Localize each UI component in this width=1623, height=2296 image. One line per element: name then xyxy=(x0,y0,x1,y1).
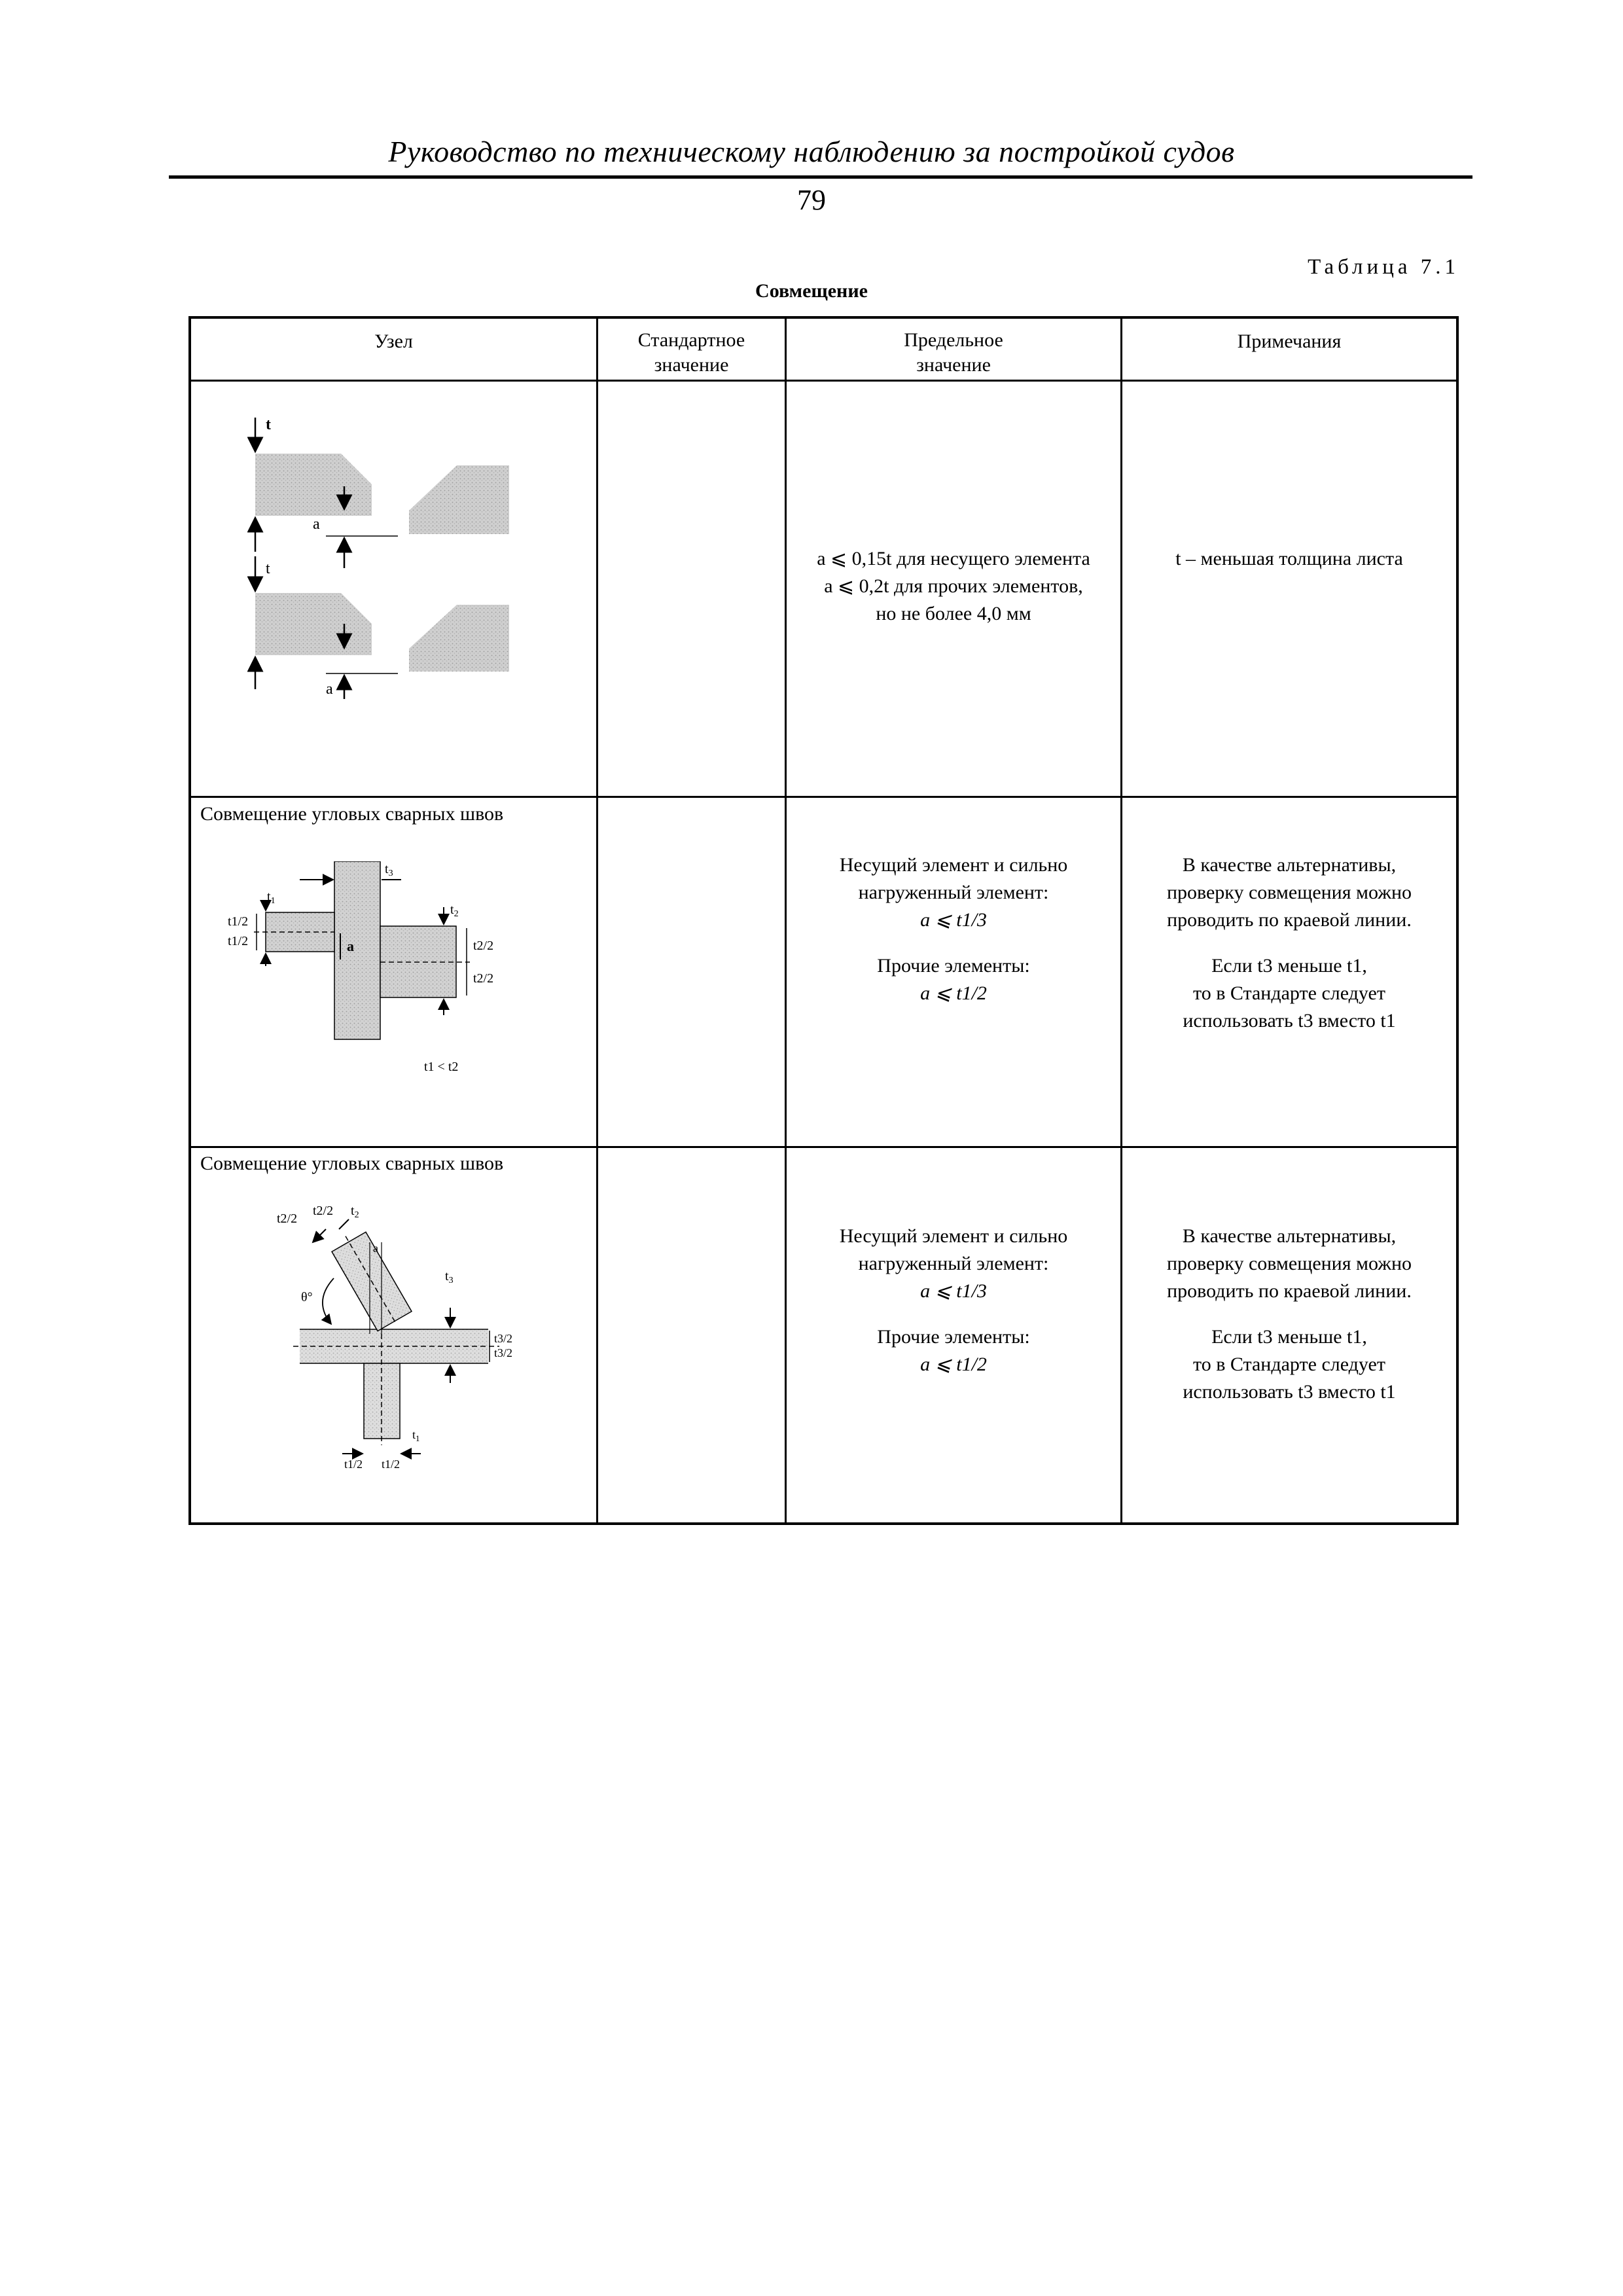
label-a-upper: a xyxy=(313,516,320,533)
row1-limit-line1: a ⩽ 0,15t для несущего элемента xyxy=(817,548,1090,569)
header-rule xyxy=(169,175,1472,179)
table-title: Совмещение xyxy=(755,280,868,302)
row2-limit-line3: a ⩽ t1/3 xyxy=(920,909,987,931)
plate-left-upper xyxy=(255,454,372,516)
row2-limit xyxy=(787,852,1120,1007)
figure-edge-offset xyxy=(247,411,535,778)
label-t3-half-top: t3/2 xyxy=(494,1332,513,1345)
plate-vertical-t3 xyxy=(334,861,380,1039)
label-theta: θ° xyxy=(301,1290,313,1304)
label-t2-half-bottom: t2/2 xyxy=(473,971,494,986)
row3-notes-line2: проверку совмещения можно xyxy=(1166,1253,1412,1274)
col-header-limit xyxy=(787,328,1120,378)
plate-left-lower xyxy=(255,593,372,655)
row1-limit xyxy=(787,545,1120,628)
row3-notes-line6: использовать t3 вместо t1 xyxy=(1183,1381,1396,1403)
col-header-standard xyxy=(598,328,785,378)
row1-limit-line2: a ⩽ 0,2t для прочих элементов, xyxy=(824,575,1083,597)
label-t3: $t_3$ xyxy=(385,862,393,878)
col-header-node: Узел xyxy=(374,331,413,352)
row3-notes-line1: В качестве альтернативы, xyxy=(1182,1225,1397,1247)
col-header-standard-text: Стандартное значение xyxy=(637,329,745,376)
table-number: Таблица 7.1 xyxy=(1308,255,1459,279)
plate-vertical-t1 xyxy=(364,1363,400,1439)
label-a: a xyxy=(373,1242,378,1255)
label-t2: $t_2$ xyxy=(351,1204,359,1220)
row2-limit-line5: a ⩽ t1/2 xyxy=(920,982,987,1004)
label-t2-half-top: t2/2 xyxy=(473,939,494,953)
row2-notes-line5: то в Стандарте следует xyxy=(1193,982,1385,1004)
row3-limit-line1: Несущий элемент и сильно xyxy=(839,1225,1068,1247)
figure-cruciform-joint xyxy=(228,861,529,1097)
label-t2: $t_2$ xyxy=(450,903,459,919)
row1-limit-line3: но не более 4,0 мм xyxy=(876,603,1031,624)
alignment-table xyxy=(188,316,1459,1525)
row3-limit-line5: a ⩽ t1/2 xyxy=(920,1354,987,1375)
figure-inclined-joint xyxy=(274,1203,535,1471)
label-a-lower: a xyxy=(326,681,333,698)
row2-notes xyxy=(1122,852,1456,1035)
label-t1: $t_1$ xyxy=(412,1428,420,1443)
row3-notes-line5: то в Стандарте следует xyxy=(1193,1354,1385,1375)
row2-limit-line2: нагруженный элемент: xyxy=(858,882,1049,903)
label-t2-half-b: t2/2 xyxy=(313,1204,334,1218)
row3-notes-line4: Если t3 меньше t1, xyxy=(1211,1326,1367,1348)
label-t1-half-top: t1/2 xyxy=(228,914,249,929)
row3-node-title: Совмещение угловых сварных швов xyxy=(200,1153,504,1174)
row1-notes xyxy=(1122,545,1456,573)
row3-notes xyxy=(1122,1223,1456,1406)
label-a: a xyxy=(347,938,354,954)
row2-notes-line1: В качестве альтернативы, xyxy=(1182,854,1397,876)
label-t3-half-bottom: t3/2 xyxy=(494,1346,513,1359)
label-t1-half-left: t1/2 xyxy=(344,1458,363,1471)
label-t-upper: t xyxy=(266,416,271,433)
label-t2-half-a: t2/2 xyxy=(277,1211,298,1226)
running-title: Руководство по техническому наблюдению за постройкой судов xyxy=(388,135,1235,168)
row2-notes-line4: Если t3 меньше t1, xyxy=(1211,955,1367,977)
row3-limit-line2: нагруженный элемент: xyxy=(858,1253,1049,1274)
label-t3: $t_3$ xyxy=(445,1269,454,1285)
row2-node-title: Совмещение угловых сварных швов xyxy=(200,803,504,825)
plate-right-lower xyxy=(409,605,509,672)
col-header-limit-text: Предельное значение xyxy=(904,329,1003,376)
label-condition: t1 < t2 xyxy=(424,1060,459,1074)
page-number: 79 xyxy=(797,184,826,216)
row3-limit xyxy=(787,1223,1120,1378)
row2-notes-line3: проводить по краевой линии. xyxy=(1167,909,1412,931)
row3-notes-line3: проводить по краевой линии. xyxy=(1167,1280,1412,1302)
row3-limit-line4: Прочие элементы: xyxy=(877,1326,1030,1348)
row2-notes-line2: проверку совмещения можно xyxy=(1166,882,1412,903)
plate-right-upper xyxy=(409,465,509,534)
col-header-notes: Примечания xyxy=(1237,331,1342,352)
label-t1-half-bottom: t1/2 xyxy=(228,934,249,948)
label-t1: $t_1$ xyxy=(267,889,276,906)
row2-notes-line6: использовать t3 вместо t1 xyxy=(1183,1010,1396,1031)
row3-limit-line3: a ⩽ t1/3 xyxy=(920,1280,987,1302)
label-t-lower: t xyxy=(266,560,270,577)
row2-limit-line4: Прочие элементы: xyxy=(877,955,1030,977)
row2-limit-line1: Несущий элемент и сильно xyxy=(839,854,1068,876)
label-t1-half-right: t1/2 xyxy=(382,1458,401,1471)
row1-notes-line1: t – меньшая толщина листа xyxy=(1175,548,1403,569)
